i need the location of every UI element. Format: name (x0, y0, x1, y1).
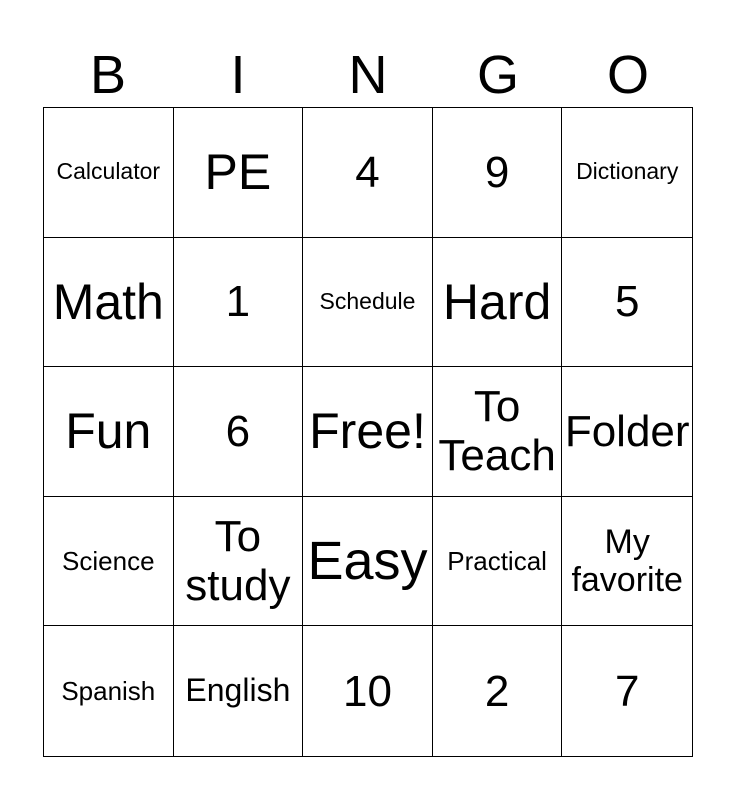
bingo-cell[interactable]: Math (44, 238, 174, 368)
bingo-cell[interactable]: Calculator (44, 108, 174, 238)
bingo-cell[interactable]: Easy (303, 497, 433, 627)
bingo-cell[interactable]: 10 (303, 626, 433, 756)
bingo-cell[interactable]: Science (44, 497, 174, 627)
bingo-cell[interactable]: Folder (562, 367, 692, 497)
bingo-cell[interactable]: Fun (44, 367, 174, 497)
bingo-cell[interactable]: Schedule (303, 238, 433, 368)
header-letter-g: G (476, 45, 519, 105)
bingo-cell[interactable]: 2 (433, 626, 563, 756)
bingo-cell[interactable]: 5 (562, 238, 692, 368)
header-letter-n: N (348, 45, 388, 105)
bingo-cell[interactable]: Hard (433, 238, 563, 368)
bingo-cell[interactable]: 6 (174, 367, 304, 497)
bingo-cell[interactable]: 7 (614, 666, 640, 716)
bingo-cell[interactable]: 1 (174, 238, 304, 368)
header-letter-b: B (89, 45, 127, 105)
bingo-cell[interactable]: 4 (303, 108, 433, 238)
bingo-cell[interactable]: To study (174, 497, 304, 627)
bingo-cell[interactable]: English (174, 626, 304, 756)
free-space-cell[interactable]: Free! (303, 367, 433, 497)
bingo-cell[interactable]: To Teach (433, 367, 563, 497)
bingo-cell[interactable]: PE (174, 108, 304, 238)
bingo-cell[interactable]: Spanish (44, 626, 174, 756)
bingo-header (43, 44, 693, 106)
header-letter-o: O (606, 45, 649, 105)
bingo-cell[interactable]: 9 (433, 108, 563, 238)
bingo-board (43, 107, 693, 757)
bingo-cell[interactable]: Dictionary (562, 108, 692, 238)
bingo-cell[interactable]: My favorite (562, 497, 692, 627)
header-letter-i: I (230, 45, 246, 105)
bingo-cell[interactable]: Practical (433, 497, 563, 627)
